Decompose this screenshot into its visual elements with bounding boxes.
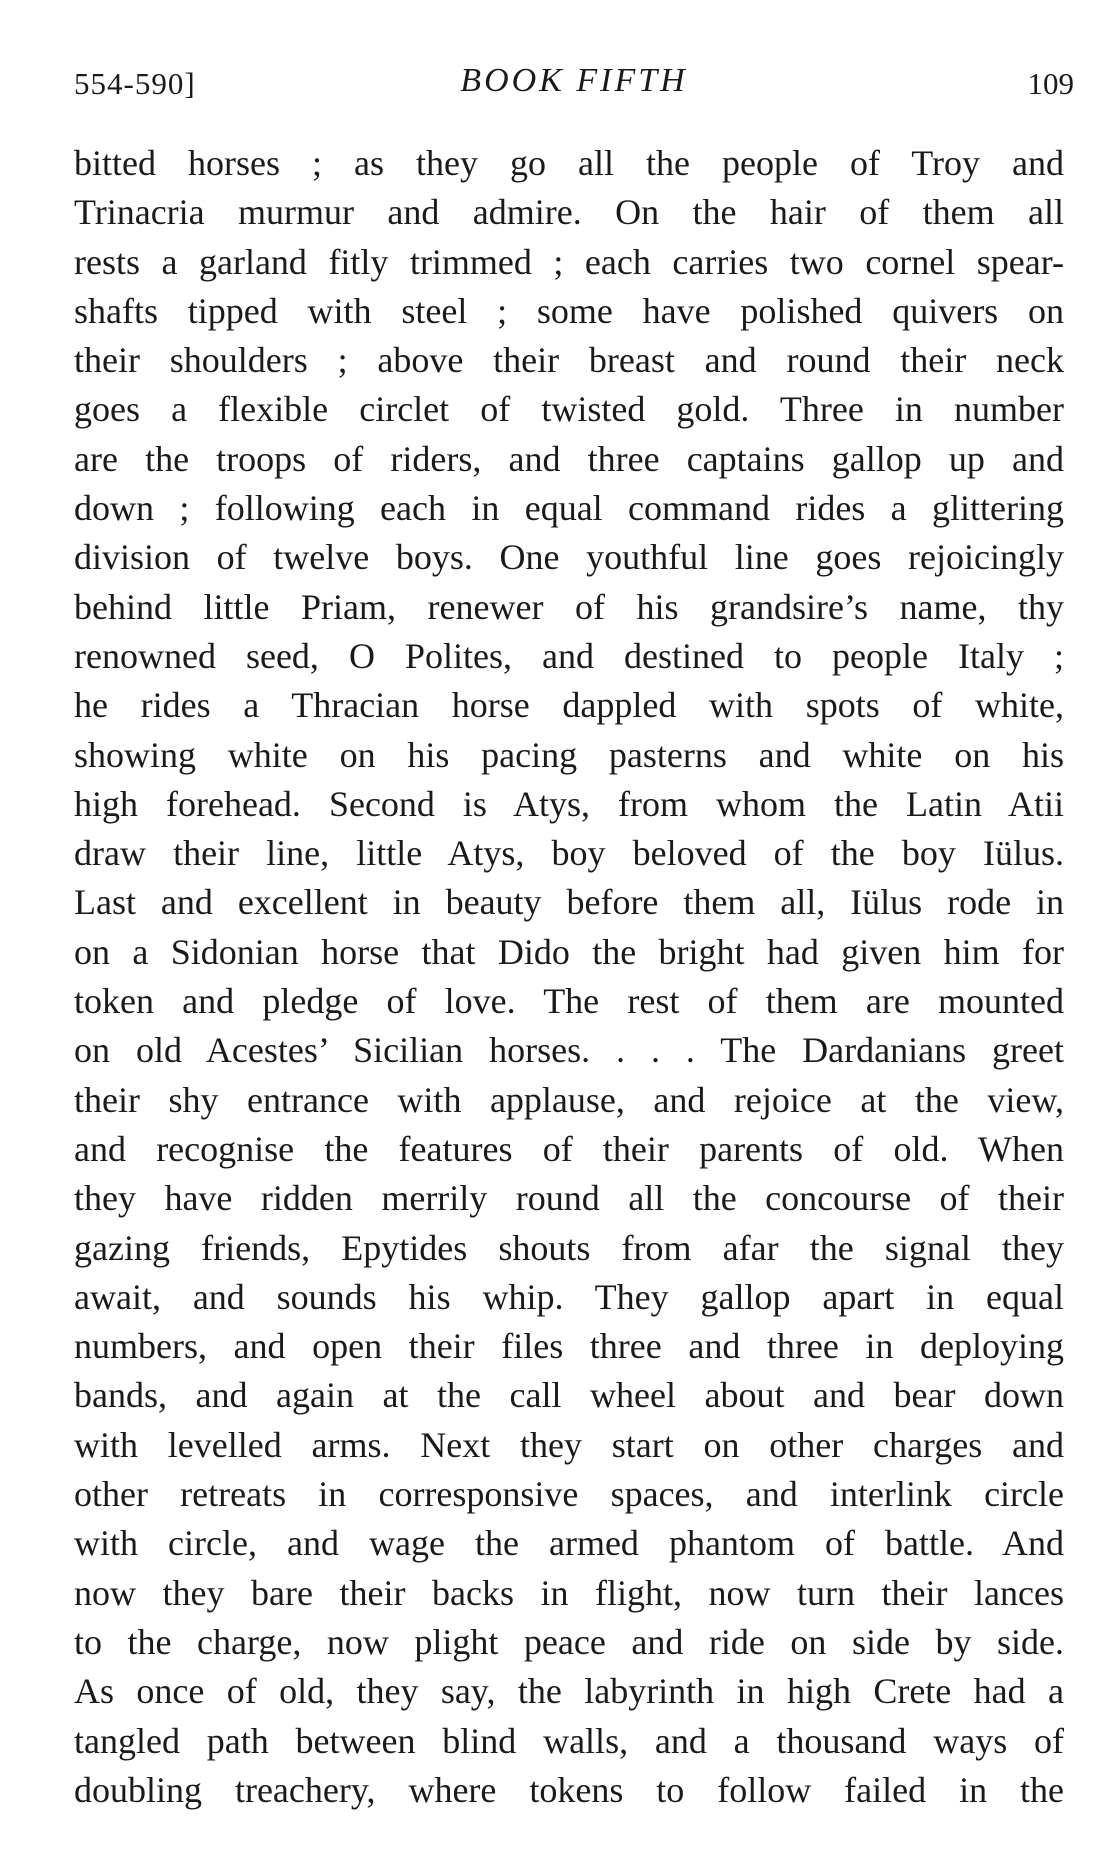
- text-line: doubling treachery, where tokens to follow failed in the: [74, 1769, 1064, 1810]
- text-line: with circle, and wage the armed phantom of battle. And: [74, 1523, 1064, 1564]
- text-line: bands, and again at the call wheel about and bear down: [74, 1375, 1064, 1416]
- text-line: rests a garland fitly trimmed ; each carries two cornel spear-: [74, 241, 1064, 282]
- book-title: BOOK FIFTH: [460, 62, 688, 99]
- text-line: high forehead. Second is Atys, from whom the Latin Atii: [74, 783, 1064, 824]
- text-line: shafts tipped with steel ; some have polished quivers on: [74, 290, 1064, 331]
- text-line: with levelled arms. Next they start on other charges and: [74, 1424, 1064, 1465]
- text-line: renowned seed, O Polites, and destined to people Italy ;: [74, 635, 1064, 676]
- text-line: now they bare their backs in flight, now turn their lances: [74, 1572, 1064, 1613]
- body-text: [74, 139, 1064, 1815]
- running-head: [74, 60, 1074, 110]
- text-line: behind little Priam, renewer of his grandsire’s name, thy: [74, 586, 1064, 627]
- text-line: showing white on his pacing pasterns and white on his: [74, 734, 1064, 775]
- text-line: are the troops of riders, and three captains gallop up and: [74, 438, 1064, 479]
- text-line: he rides a Thracian horse dappled with spots of white,: [74, 685, 1064, 726]
- text-line: other retreats in corresponsive spaces, and interlink circle: [74, 1474, 1064, 1515]
- text-line: gazing friends, Epytides shouts from afar the signal they: [74, 1227, 1064, 1268]
- text-line: Last and excellent in beauty before them all, Iülus rode in: [74, 882, 1064, 923]
- text-line: numbers, and open their files three and three in deploying: [74, 1326, 1064, 1367]
- text-line: await, and sounds his whip. They gallop apart in equal: [74, 1276, 1064, 1317]
- text-line: on old Acestes’ Sicilian horses. . . . The Dardanians greet: [74, 1030, 1064, 1071]
- line-range: 554-590]: [74, 66, 196, 101]
- text-line: tangled path between blind walls, and a thousand ways of: [74, 1720, 1064, 1761]
- text-line: goes a flexible circlet of twisted gold. Three in number: [74, 389, 1064, 430]
- text-line: down ; following each in equal command rides a glittering: [74, 488, 1064, 529]
- text-line: draw their line, little Atys, boy beloved of the boy Iülus.: [74, 833, 1064, 874]
- text-line: division of twelve boys. One youthful line goes rejoicingly: [74, 537, 1064, 578]
- text-line: Trinacria murmur and admire. On the hair of them all: [74, 192, 1064, 233]
- text-line: their shoulders ; above their breast and round their neck: [74, 340, 1064, 381]
- text-line: token and pledge of love. The rest of them are mounted: [74, 981, 1064, 1022]
- text-line: they have ridden merrily round all the concourse of their: [74, 1178, 1064, 1219]
- page-number: 109: [1027, 66, 1074, 101]
- text-line: to the charge, now plight peace and ride on side by side.: [74, 1621, 1064, 1662]
- text-line: bitted horses ; as they go all the people of Troy and: [74, 143, 1064, 183]
- text-line: As once of old, they say, the labyrinth in high Crete had a: [74, 1671, 1064, 1712]
- text-line: on a Sidonian horse that Dido the bright had given him for: [74, 931, 1064, 972]
- text-line: their shy entrance with applause, and rejoice at the view,: [74, 1079, 1064, 1120]
- text-line: and recognise the features of their parents of old. When: [74, 1128, 1064, 1169]
